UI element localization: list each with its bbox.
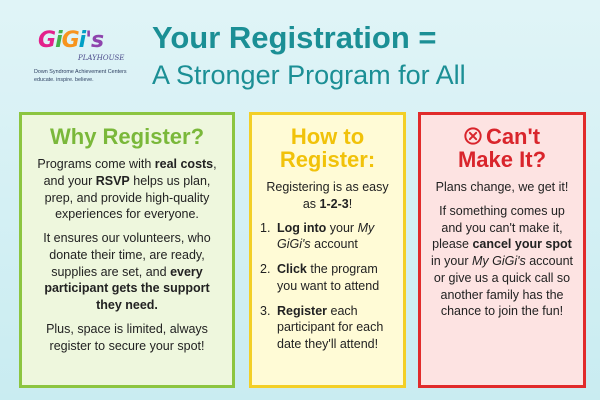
close-circle-icon	[464, 127, 482, 145]
why-paragraph-costs: Programs come with real costs, and your RSVP helps us plan, prep, and provide high-quality experiences for everyone.	[37, 157, 217, 222]
logo-playhouse: PLAYHOUSE	[78, 54, 125, 62]
step-item: 2. Click the program you want to attend	[260, 262, 380, 293]
step-item: 3. Register each participant for each date they'll attend!	[260, 303, 384, 352]
why-register-card	[19, 112, 235, 388]
page-subtitle: A Stronger Program for All	[152, 60, 466, 90]
cant-make-it-heading: Can't Make It?	[457, 124, 547, 173]
logo-tagline: Down Syndrome Achievement Centers educate. inspire. believe.	[34, 69, 127, 83]
step-item: 1. Log into your My GiGi's account	[260, 220, 375, 252]
registration-steps	[260, 220, 395, 353]
gigis-playhouse-logo	[34, 28, 138, 96]
cant-make-it-card	[418, 112, 586, 388]
cant-paragraph-cancel: If something comes up and you can't make it, please cancel your spot in your My GiGi's account or give us a quick call so another family has the chance to join the fun!	[430, 203, 574, 319]
page-title: Your Registration =	[152, 20, 437, 55]
how-to-register-card	[249, 112, 406, 388]
how-to-register-heading: How to Register:	[279, 124, 376, 173]
why-paragraph-space: Plus, space is limited, always register to secure your spot!	[46, 321, 208, 353]
why-register-heading: Why Register?	[49, 124, 205, 149]
logo-wordmark: GiGi's	[38, 28, 104, 53]
how-intro: Registering is as easy as 1-2-3!	[266, 180, 389, 211]
cant-plans-change: Plans change, we get it!	[435, 180, 569, 195]
why-paragraph-volunteers: It ensures our volunteers, who donate their time, are ready, supplies are set, and every participant gets the support they need.	[43, 231, 211, 313]
